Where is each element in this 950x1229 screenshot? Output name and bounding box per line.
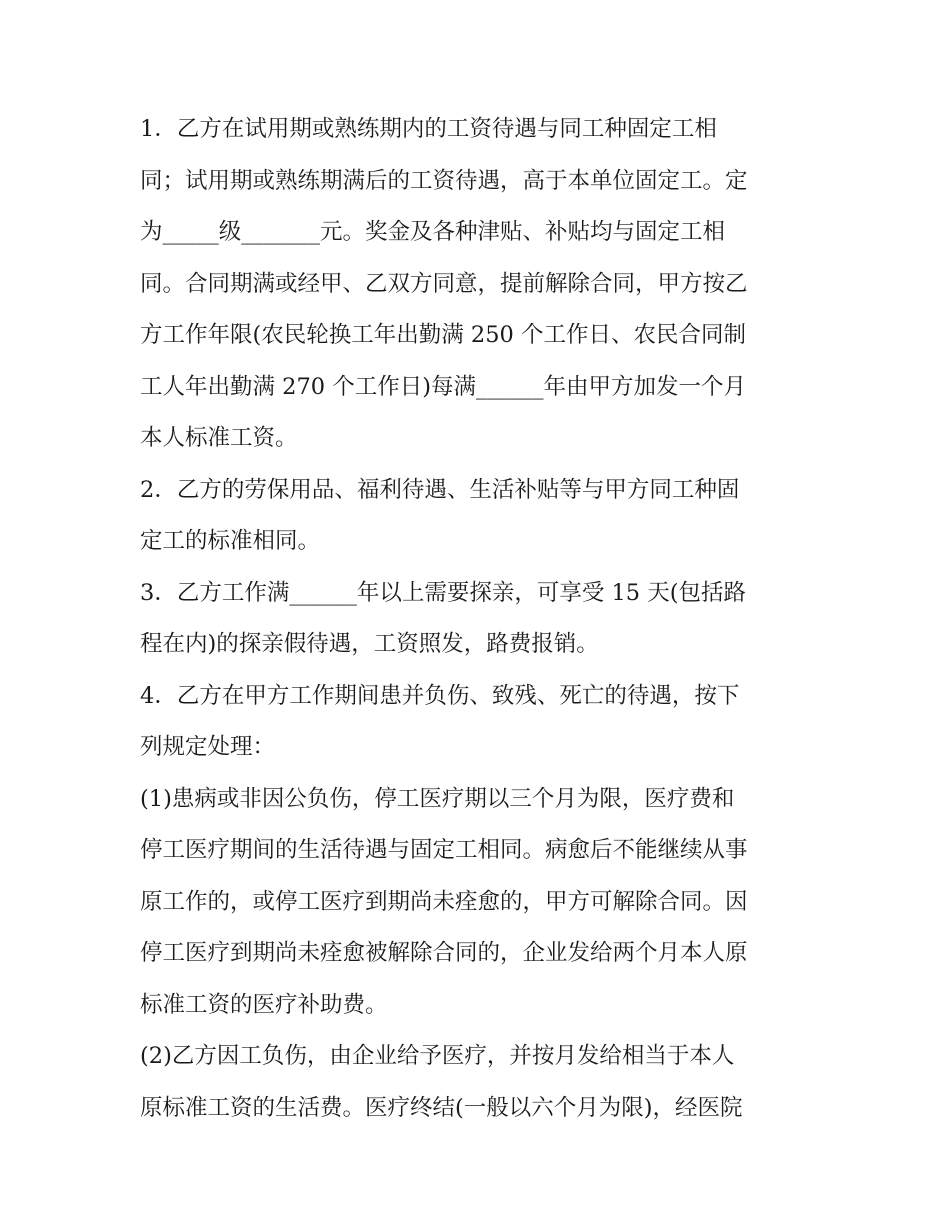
text-line: 同；试用期或熟练期满后的工资待遇，高于本单位固定工。定 (140, 167, 748, 194)
text-line: 原工作的，或停工医疗到期尚未痊愈的，甲方可解除合同。因 (140, 888, 748, 915)
text-line: 列规定处理： (140, 734, 276, 760)
text-line: 同。合同期满或经甲、乙双方同意，提前解除合同，甲方按乙 (140, 270, 748, 297)
text-line: 3．乙方工作满______年以上需要探亲，可享受 15 天(包括路 (140, 579, 747, 606)
text-line: 停工医疗到期尚未痊愈被解除合同的，企业发给两个月本人原 (140, 940, 748, 966)
text-line: 方工作年限(农民轮换工年出勤满 250 个工作日、农民合同制 (140, 322, 747, 348)
text-line: (2)乙方因工负伤，由企业给予医疗，并按月发给相当于本人 (140, 1043, 735, 1069)
text-line: 程在内)的探亲假待遇，工资照发，路费报销。 (140, 631, 599, 657)
document-page (140, 104, 820, 1134)
text-line: 定工的标准相同。 (140, 528, 321, 554)
text-line: 1．乙方在试用期或熟练期内的工资待遇与同工种固定工相 (140, 116, 717, 142)
text-line: 4．乙方在甲方工作期间患并负伤、致残、死亡的待遇，按下 (140, 682, 740, 709)
text-line: 为_____级_______元。奖金及各种津贴、补贴均与固定工相 (140, 219, 726, 245)
text-line: 本人标准工资。 (140, 425, 298, 451)
text-line: 原标准工资的生活费。医疗终结(一般以六个月为限)，经医院 (140, 1094, 743, 1121)
text-line: 停工医疗期间的生活待遇与固定工相同。病愈后不能继续从事 (140, 837, 748, 863)
text-line: (1)患病或非因公负伤，停工医疗期以三个月为限，医疗费和 (140, 785, 735, 812)
text-line: 工人年出勤满 270 个工作日)每满______年由甲方加发一个月 (140, 373, 747, 400)
text-line: 标准工资的医疗补助费。 (140, 991, 388, 1018)
text-line: 2．乙方的劳保用品、福利待遇、生活补贴等与甲方同工种固 (140, 476, 740, 503)
